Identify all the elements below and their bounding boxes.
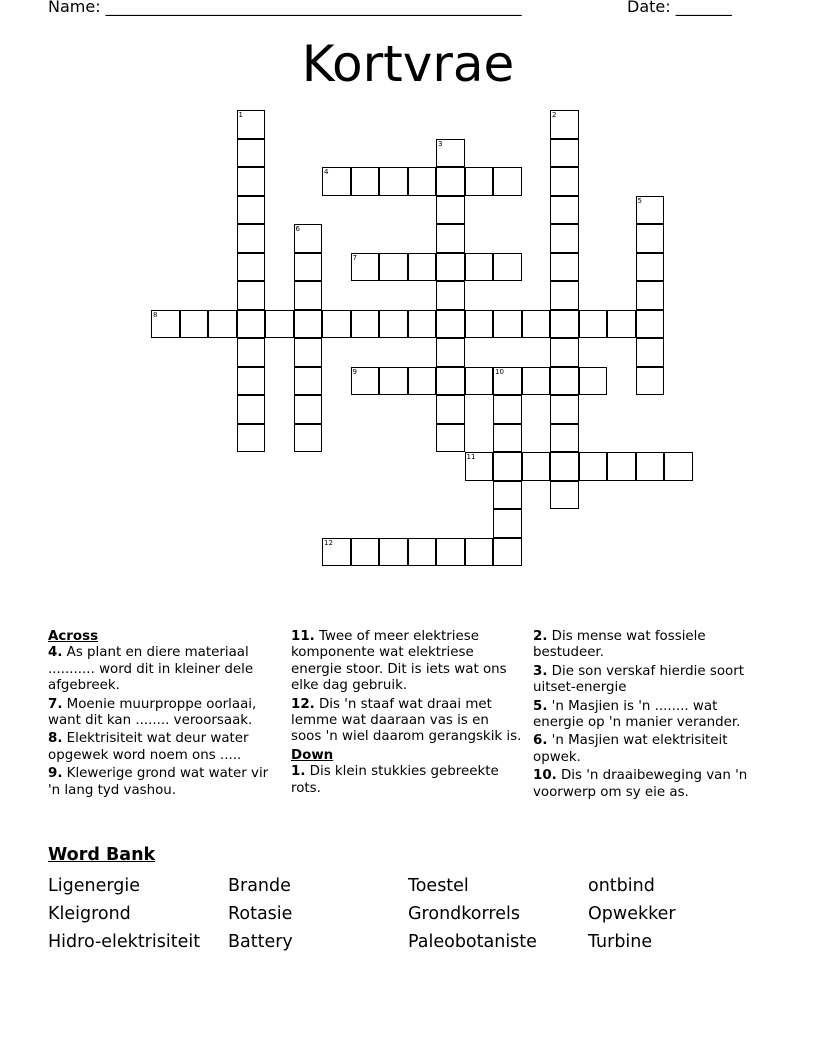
cell-number: 7 (352, 253, 357, 262)
crossword-cell[interactable] (322, 167, 351, 196)
clues-column-3 (533, 629, 765, 803)
clues-column-1 (48, 629, 280, 801)
crossword-cell[interactable] (465, 452, 494, 481)
crossword-cell[interactable] (636, 338, 665, 367)
word-bank-item: Ligenergie (48, 876, 140, 896)
crossword-cell[interactable] (493, 253, 522, 282)
crossword-cell[interactable] (493, 310, 522, 339)
crossword-cell[interactable] (579, 310, 608, 339)
crossword-cell[interactable] (436, 139, 465, 168)
crossword-cell[interactable] (465, 253, 494, 282)
crossword-cell[interactable] (436, 367, 465, 396)
crossword-cell[interactable] (237, 395, 266, 424)
crossword-cell[interactable] (493, 538, 522, 567)
crossword-cell[interactable] (408, 253, 437, 282)
crossword-cell[interactable] (408, 310, 437, 339)
crossword-cell[interactable] (294, 253, 323, 282)
crossword-cell[interactable] (379, 367, 408, 396)
clue-down-5: 5. 'n Masjien is 'n ........ wat energie op 'n manier verander. (533, 698, 741, 731)
crossword-cell[interactable] (436, 424, 465, 453)
word-bank-item: Turbine (588, 932, 653, 952)
crossword-cell[interactable] (436, 538, 465, 567)
crossword-cell[interactable] (379, 538, 408, 567)
crossword-cell[interactable] (408, 367, 437, 396)
crossword-cell[interactable] (237, 281, 266, 310)
crossword-cell[interactable] (237, 110, 266, 139)
cell-number: 5 (637, 196, 642, 205)
crossword-cell[interactable] (408, 538, 437, 567)
crossword-cell[interactable] (550, 196, 579, 225)
crossword-cell[interactable] (550, 281, 579, 310)
crossword-cell[interactable] (550, 139, 579, 168)
crossword-cell[interactable] (579, 367, 608, 396)
crossword-cell[interactable] (465, 367, 494, 396)
cell-number: 11 (466, 453, 476, 461)
crossword-cell[interactable] (351, 538, 380, 567)
word-bank-title: Word Bank (48, 845, 156, 865)
crossword-cell[interactable] (237, 338, 266, 367)
crossword-cell[interactable] (636, 310, 665, 339)
crossword-cell[interactable] (493, 424, 522, 453)
crossword-cell[interactable] (294, 310, 323, 339)
cell-number: 12 (324, 538, 333, 547)
crossword-cell[interactable] (237, 196, 266, 225)
crossword-cell[interactable] (294, 281, 323, 310)
cell-number: 1 (238, 111, 243, 119)
crossword-cell[interactable] (664, 452, 693, 481)
down-heading: Down (291, 747, 334, 763)
word-bank-item: Brande (228, 876, 291, 896)
crossword-cell[interactable] (436, 281, 465, 310)
crossword-cell[interactable] (550, 481, 579, 510)
crossword-cell[interactable] (522, 452, 551, 481)
crossword-cell[interactable] (351, 253, 380, 282)
crossword-cell[interactable] (550, 338, 579, 367)
crossword-cell[interactable] (550, 253, 579, 282)
word-bank-item: ontbind (588, 876, 655, 896)
crossword-cell[interactable] (436, 167, 465, 196)
crossword-cell[interactable] (237, 310, 266, 339)
cell-number: 3 (438, 139, 443, 148)
clue-across-8: 8. Elektrisiteit wat deur water opgewek word noem ons ..... (48, 731, 249, 763)
crossword-cell[interactable] (636, 224, 665, 253)
crossword-cell[interactable] (237, 167, 266, 196)
crossword-cell[interactable] (237, 139, 266, 168)
word-bank-item: Toestel (408, 876, 469, 896)
crossword-cell[interactable] (294, 367, 323, 396)
date-field-label: Date: _______ (627, 0, 732, 16)
crossword-cell[interactable] (607, 310, 636, 339)
crossword-cell[interactable] (408, 167, 437, 196)
crossword-cell[interactable] (522, 310, 551, 339)
clue-across-12: 12. Dis 'n staaf wat draai met lemme wat daaraan vas is en soos 'n wiel daarom gerangskik is. (291, 696, 522, 745)
crossword-cell[interactable] (436, 338, 465, 367)
crossword-cell[interactable] (436, 310, 465, 339)
crossword-cell[interactable] (636, 196, 665, 225)
crossword-cell[interactable] (636, 367, 665, 396)
crossword-cell[interactable] (436, 395, 465, 424)
crossword-cell[interactable] (550, 167, 579, 196)
crossword-cell[interactable] (237, 424, 266, 453)
clue-down-10: 10. Dis 'n draaibeweging van 'n voorwerp om sy eie as. (533, 768, 748, 800)
crossword-cell[interactable] (208, 310, 237, 339)
clue-down-3: 3. Die son verskaf hierdie soort uitset-energie (533, 663, 744, 696)
cell-number: 2 (552, 111, 557, 119)
crossword-cell[interactable] (322, 538, 351, 567)
crossword-cell[interactable] (436, 224, 465, 253)
crossword-cell[interactable] (294, 424, 323, 453)
crossword-cell[interactable] (493, 167, 522, 196)
crossword-cell[interactable] (550, 367, 579, 396)
clues-column-2 (291, 629, 523, 799)
crossword-cell[interactable] (180, 310, 209, 339)
crossword-cell[interactable] (550, 424, 579, 453)
across-heading: Across (48, 629, 99, 644)
name-field-label: Name: ____________________________________________________ (48, 0, 522, 16)
crossword-cell[interactable] (379, 167, 408, 196)
crossword-cell[interactable] (550, 395, 579, 424)
crossword-cell[interactable] (294, 338, 323, 367)
crossword-cell[interactable] (636, 253, 665, 282)
clue-down-1: 1. Dis klein stukkies gebreekte rots. (291, 764, 499, 796)
crossword-cell[interactable] (522, 367, 551, 396)
crossword-cell[interactable] (294, 224, 323, 253)
crossword-cell[interactable] (322, 310, 351, 339)
crossword-cell[interactable] (607, 452, 636, 481)
clue-down-2: 2. Dis mense wat fossiele bestudeer. (533, 629, 706, 661)
crossword-cell[interactable] (436, 253, 465, 282)
word-bank-item: Kleigrond (48, 904, 131, 924)
word-bank-item: Opwekker (588, 904, 676, 924)
cell-number: 4 (324, 168, 329, 176)
clue-across-7: 7. Moenie muurproppe oorlaai, want dit kan ........ veroorsaak. (48, 696, 257, 729)
crossword-cell[interactable] (493, 395, 522, 424)
crossword-cell[interactable] (493, 481, 522, 510)
crossword-cell[interactable] (636, 281, 665, 310)
crossword-cell[interactable] (493, 452, 522, 481)
word-bank-item: Hidro-elektrisiteit (48, 932, 201, 952)
crossword-cell[interactable] (636, 452, 665, 481)
cell-number: 8 (153, 310, 158, 319)
cell-number: 10 (495, 367, 504, 376)
crossword-cell[interactable] (436, 196, 465, 225)
crossword-cell[interactable] (550, 224, 579, 253)
crossword-cell[interactable] (294, 395, 323, 424)
clue-across-9: 9. Klewerige grond wat water vir 'n lang tyd vashou. (48, 766, 269, 798)
clue-down-6: 6. 'n Masjien wat elektrisiteit opwek. (533, 733, 728, 765)
crossword-cell[interactable] (465, 167, 494, 196)
crossword-cell[interactable] (351, 167, 380, 196)
word-bank-item: Paleobotaniste (408, 932, 537, 952)
word-bank-item: Rotasie (228, 904, 293, 924)
clue-across-11: 11. Twee of meer elektriese komponente wat elektriese energie stoor. Dit is iets wat ons elke dag gebruik. (291, 629, 507, 694)
crossword-cell[interactable] (493, 367, 522, 396)
word-bank-item: Battery (228, 932, 293, 952)
cell-number: 6 (295, 225, 300, 233)
crossword-cell[interactable] (237, 224, 266, 253)
crossword-cell[interactable] (379, 310, 408, 339)
crossword-cell[interactable] (237, 253, 266, 282)
crossword-cell[interactable] (151, 310, 180, 339)
crossword-cell[interactable] (351, 367, 380, 396)
crossword-cell[interactable] (265, 310, 294, 339)
page-title: Kortvrae (301, 35, 515, 93)
crossword-cell[interactable] (465, 310, 494, 339)
cell-number: 9 (352, 367, 357, 376)
crossword-cell[interactable] (493, 509, 522, 538)
crossword-cell[interactable] (579, 452, 608, 481)
crossword-cell[interactable] (465, 538, 494, 567)
crossword-cell[interactable] (550, 110, 579, 139)
crossword-cell[interactable] (351, 310, 380, 339)
word-bank-item: Grondkorrels (408, 904, 520, 924)
crossword-cell[interactable] (550, 452, 579, 481)
crossword-cell[interactable] (550, 310, 579, 339)
clue-across-4: 4. As plant en diere materiaal ........... word dit in kleiner dele afgebreek. (48, 645, 254, 694)
crossword-cell[interactable] (237, 367, 266, 396)
crossword-cell[interactable] (379, 253, 408, 282)
